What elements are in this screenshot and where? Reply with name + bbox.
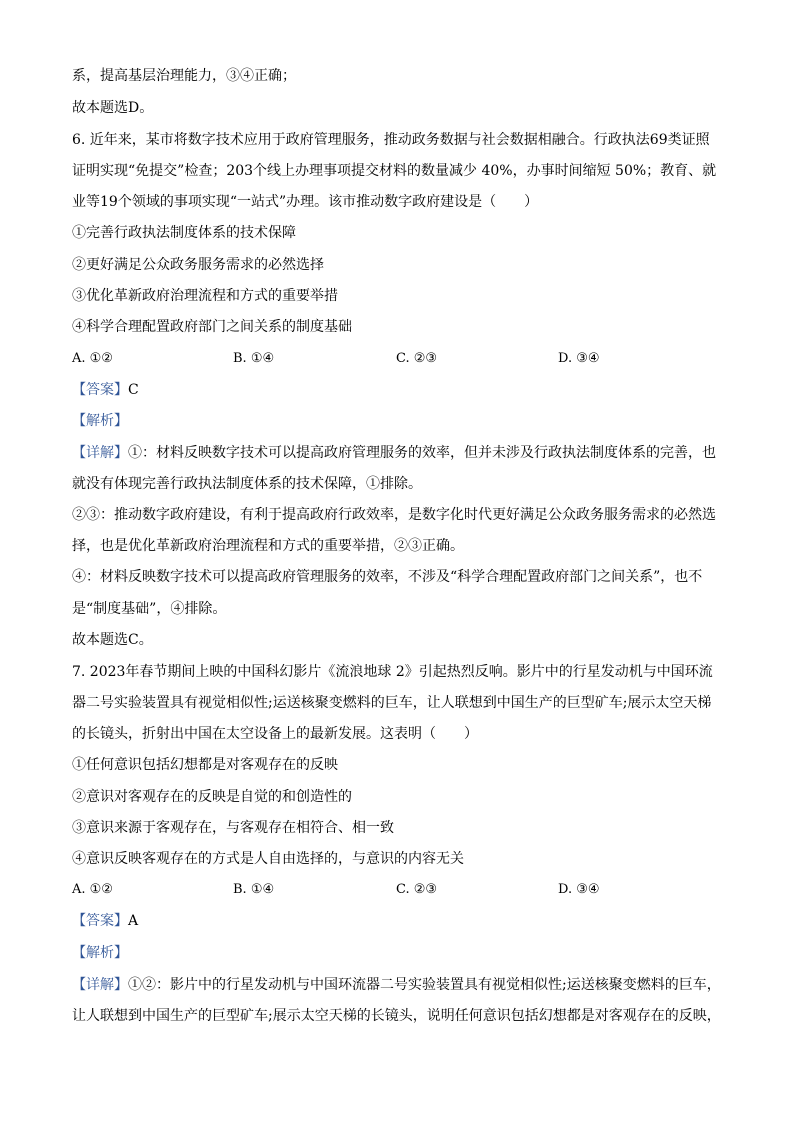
detail-line: 择，也是优化革新政府治理流程和方式的重要举措，②③正确。	[72, 538, 464, 554]
statement-item: ④意识反映客观存在的方式是人自由选择的，与意识的内容无关	[72, 851, 464, 867]
answer-value: C	[128, 382, 139, 398]
detail-line: 让人联想到中国生产的巨型矿车;展示太空天梯的长镜头，说明任何意识包括幻想都是对客观存在的反映，	[72, 1008, 721, 1024]
detail-tag: 【详解】	[72, 445, 128, 461]
option-b: B. ①④	[233, 351, 275, 366]
detail-line: ④：材料反映数字技术可以提高政府管理服务的效率，不涉及“科学合理配置政府部门之间关系”，也不	[72, 569, 703, 585]
detail-tag: 【详解】	[72, 977, 128, 993]
option-b: B. ①④	[233, 882, 275, 897]
statement-item: ②更好满足公众政务服务需求的必然选择	[72, 257, 324, 273]
detail-line	[72, 443, 722, 463]
option-c: C. ②③	[396, 882, 438, 897]
question-7-stem: 7. 2023年春节期间上映的中国科幻影片《流浪地球 2》引起热烈反响。影片中的行星发动机与中国环流	[72, 664, 713, 680]
answer-line	[72, 911, 722, 931]
option-a: A. ①②	[72, 351, 113, 366]
question-6-stem: 6. 近年来，某市将数字技术应用于政府管理服务，推动政务数据与社会数据相融合。行政执法69类证照	[72, 132, 710, 148]
detail-line: 是“制度基础”，④排除。	[72, 601, 227, 617]
statement-item: ④科学合理配置政府部门之间关系的制度基础	[72, 319, 352, 335]
text-line: 故本题选D。	[72, 100, 154, 116]
detail-text: ①：材料反映数字技术可以提高政府管理服务的效率，但并未涉及行政执法制度体系的完善，也	[128, 445, 716, 461]
options-row	[72, 349, 722, 369]
options-row	[72, 880, 722, 900]
analysis-heading	[72, 411, 722, 431]
text-line: 系，提高基层治理能力，③④正确；	[72, 68, 296, 84]
statement-item: ③优化革新政府治理流程和方式的重要举措	[72, 288, 338, 304]
analysis-heading	[72, 943, 722, 963]
answer-line	[72, 380, 722, 400]
detail-line: ②③：推动数字政府建设，有利于提高政府行政效率，是数字化时代更好满足公众政务服务需求的必然选	[72, 507, 716, 523]
detail-text: ①②：影片中的行星发动机与中国环流器二号实验装置具有视觉相似性;运送核聚变燃料的巨车，	[128, 977, 721, 993]
detail-line	[72, 975, 722, 995]
answer-tag: 【答案】	[72, 913, 128, 929]
detail-line: 故本题选C。	[72, 632, 153, 648]
detail-line: 就没有体现完善行政执法制度体系的技术保障，①排除。	[72, 476, 422, 492]
statement-item: ②意识对客观存在的反映是自觉的和创造性的	[72, 789, 352, 805]
question-7-stem: 器二号实验装置具有视觉相似性;运送核聚变燃料的巨车，让人联想到中国生产的巨型矿车;展示太空天梯	[72, 695, 712, 711]
answer-tag: 【答案】	[72, 382, 128, 398]
statement-item: ①任何意识包括幻想都是对客观存在的反映	[72, 757, 338, 773]
option-a: A. ①②	[72, 882, 113, 897]
option-d: D. ③④	[558, 351, 600, 366]
statement-item: ①完善行政执法制度体系的技术保障	[72, 225, 296, 241]
analysis-tag: 【解析】	[72, 413, 128, 429]
question-6-stem: 业等19个领域的事项实现“一站式”办理。该市推动数字政府建设是（ ）	[72, 194, 539, 210]
option-c: C. ②③	[396, 351, 438, 366]
statement-item: ③意识来源于客观存在，与客观存在相符合、相一致	[72, 820, 394, 836]
question-6-stem: 证明实现“免提交”检查；203个线上办理事项提交材料的数量减少 40%，办事时间缩短 50%；教育、就	[72, 163, 717, 179]
answer-value: A	[128, 913, 139, 929]
option-d: D. ③④	[558, 882, 600, 897]
analysis-tag: 【解析】	[72, 945, 128, 961]
question-7-stem: 的长镜头，折射出中国在太空设备上的最新发展。这表明（ ）	[72, 726, 478, 742]
